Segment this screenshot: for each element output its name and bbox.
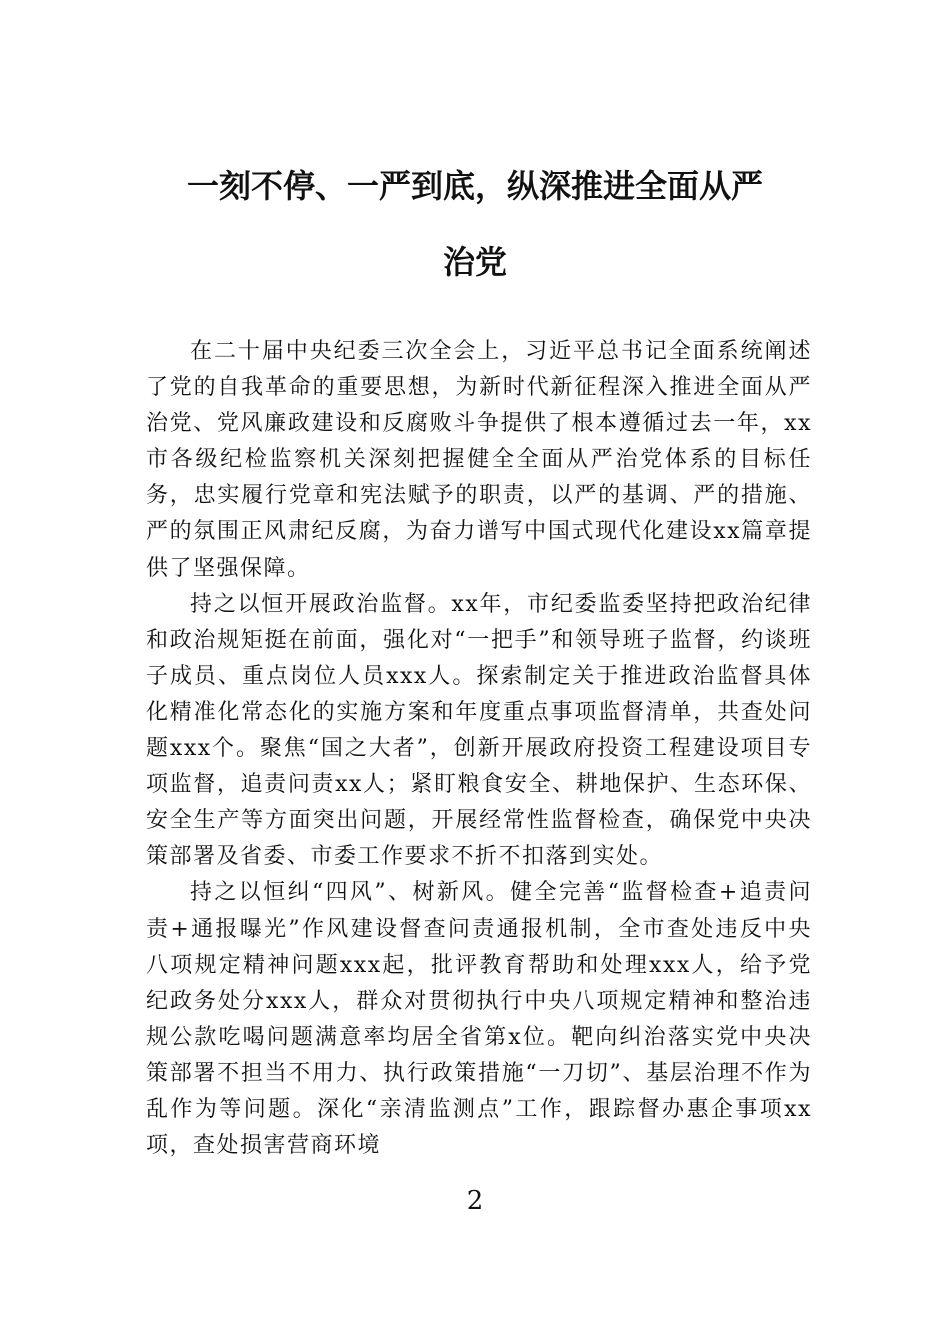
body-paragraph-3: 持之以恒纠“四风”、树新风。健全完善“监督检查+追责问责+通报曝光”作风建设督查问责通报机制，全市查处违反中央八项规定精神问题xxx起，批评教育帮助和处理xxx人，给予党纪政务处分xxx人，群众对贯彻执行中央八项规定精神和整治违规公款吃喝问题满意率均居全省第x位。靶向纠治落实党中央决策部署不担当不用力、执行政策措施“一刀切”、基层治理不作为乱作为等问题。深化“亲清监测点”工作，跟踪督办惠企事项xx项，查处损害营商环境 [146,880,812,1159]
body-paragraph-2: 持之以恒开展政治监督。xx年，市纪委监委坚持把政治纪律和政治规矩挺在前面，强化对“一把手”和领导班子监督，约谈班子成员、重点岗位人员xxx人。探索制定关于推进政治监督具体化精准化常态化的实施方案和年度重点事项监督清单，共查处问题xxx个。聚焦“国之大者”，创新开展政府投资工程建设项目专项监督，追责问责xx人；紧盯粮食安全、耕地保护、生态环保、安全生产等方面突出问题，开展经常性监督检查，确保党中央决策部署及省委、市委工作要求不折不扣落到实处。 [146,591,812,870]
body-paragraph-1: 在二十届中央纪委三次全会上，习近平总书记全面系统阐述了党的自我革命的重要思想，为新时代新征程深入推进全面从严治党、党风廉政建设和反腐败斗争提供了根本遵循过去一年，xx市各级纪检监察机关深刻把握健全全面从严治党体系的目标任务，忠实履行党章和宪法赋予的职责，以严的基调、严的措施、严的氛围正风肃纪反腐，为奋力谱写中国式现代化建设xx篇章提供了坚强保障。 [146,339,812,581]
document-title-line-1: 一刻不停、一严到底，纵深推进全面从严 [186,167,763,205]
page-number: 2 [466,1186,484,1216]
document-body [146,334,812,1164]
document-title-line-2: 治党 [442,243,507,281]
